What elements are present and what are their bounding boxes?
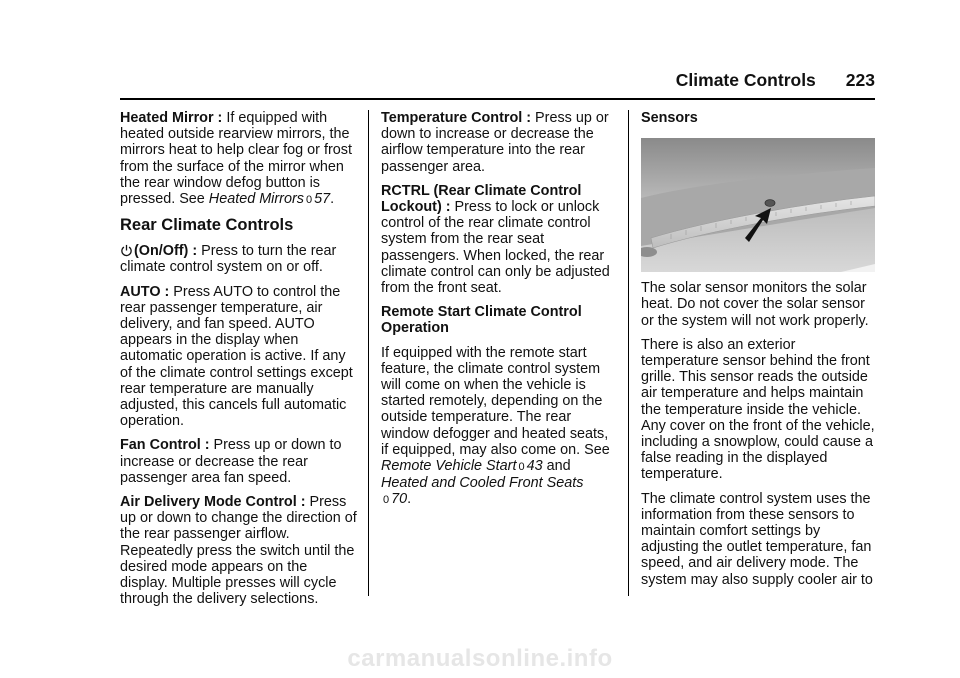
section-title: Climate Controls	[675, 70, 816, 90]
page-reference[interactable]: 43	[526, 458, 543, 475]
temperature-control-paragraph: Temperature Control : Press up or down to increase or decrease the airflow temperature into the rear passenger area.	[381, 110, 609, 175]
watermark-logo	[290, 644, 670, 674]
watermark	[0, 640, 960, 678]
page-ref-arrow: 0	[518, 461, 525, 474]
subsection-heading: Sensors	[641, 110, 698, 126]
term-label: Temperature Control :	[381, 110, 532, 126]
solar-sensor-photo	[641, 138, 875, 272]
page-reference[interactable]: 70	[391, 491, 408, 508]
page-ref-arrow: 0	[305, 194, 313, 207]
cross-reference-link[interactable]: Heated Mirrors	[208, 191, 304, 208]
header-rule	[120, 98, 875, 100]
page-number: 223	[845, 70, 875, 90]
column-divider	[628, 110, 629, 596]
term-label: RCTRL (Rear Climate Control Lockout) :	[381, 182, 582, 216]
subsection-heading: Remote Start Climate Control Operation	[381, 304, 582, 337]
page-header	[120, 70, 875, 98]
page-ref-arrow: 0	[383, 494, 390, 507]
remote-start-paragraph: If equipped with the remote start feature, the climate control system will come on when the vehicle is started remotely, depending on the outside temperature. The rear window defogger and heated seats, if equipped, may also come on. See Remote Vehicle Start 0 43 and Heated and Cooled Front Seats 0 70.	[381, 344, 610, 508]
dashboard-illustration	[641, 138, 875, 272]
power-icon	[120, 244, 133, 257]
climate-system-paragraph: The climate control system uses the information from these sensors to maintain comfort settings by adjusting the outlet temperature, fan speed, and air delivery mode. The system may also supply cooler air to	[641, 490, 873, 588]
term-label: (On/Off) :	[134, 243, 198, 260]
section-heading: Rear Climate Controls	[120, 216, 294, 235]
fan-control-paragraph: Fan Control : Press up or down to increase or decrease the rear passenger area fan speed.	[120, 437, 342, 486]
cross-reference-link[interactable]: Remote Vehicle Start	[381, 458, 517, 475]
term-label: Heated Mirror :	[120, 110, 223, 126]
term-label: Fan Control :	[120, 437, 210, 454]
term-label: AUTO :	[120, 283, 170, 300]
on-off-paragraph: (On/Off) : Press to turn the rear climate control system on or off.	[120, 243, 337, 276]
column-2	[381, 110, 617, 517]
page-reference[interactable]: 57	[314, 191, 331, 208]
auto-paragraph: AUTO : Press AUTO to control the rear passenger temperature, air delivery, and fan speed. AUTO appears in the display when automatic operation is active. If any of the climate control settings except rear temperature are manually adjusted, this cancels full automatic operation.	[120, 283, 353, 430]
heated-mirror-paragraph: Heated Mirror : If equipped with heated outside rearview mirrors, the mirrors heat to help clear fog or frost from the surface of the mirror when the rear window defog button is pressed. See Heated Mirrors 0 57.	[120, 110, 352, 208]
column-3	[641, 110, 875, 596]
column-1	[120, 110, 358, 615]
exterior-sensor-paragraph: There is also an exterior temperature sensor behind the front grille. This sensor reads the outside air temperature and helps maintain the temperature inside the vehicle. Any cover on the front of the vehicle, including a snowplow, could cause a false reading in the displayed temperature.	[641, 336, 875, 483]
air-delivery-paragraph: Air Delivery Mode Control : Press up or down to change the direction of the rear passenger airflow. Repeatedly press the switch until the desired mode appears on the display. Multiple presses will cycle through the delivery selections.	[120, 494, 357, 608]
rctrl-paragraph: RCTRL (Rear Climate Control Lockout) : Press to lock or unlock control of the rear climate control system from the rear seat passengers. When locked, the rear climate control can only be adjusted from the front seat.	[381, 182, 610, 297]
cross-reference-link[interactable]: Heated and Cooled Front Seats	[381, 475, 584, 492]
column-divider	[368, 110, 369, 596]
term-label: Air Delivery Mode Control :	[120, 494, 306, 511]
svg-text:carmanualsonline.info: carmanualsonline.info	[347, 645, 613, 672]
solar-sensor-paragraph: The solar sensor monitors the solar heat. Do not cover the solar sensor or the system will not work properly.	[641, 280, 869, 329]
